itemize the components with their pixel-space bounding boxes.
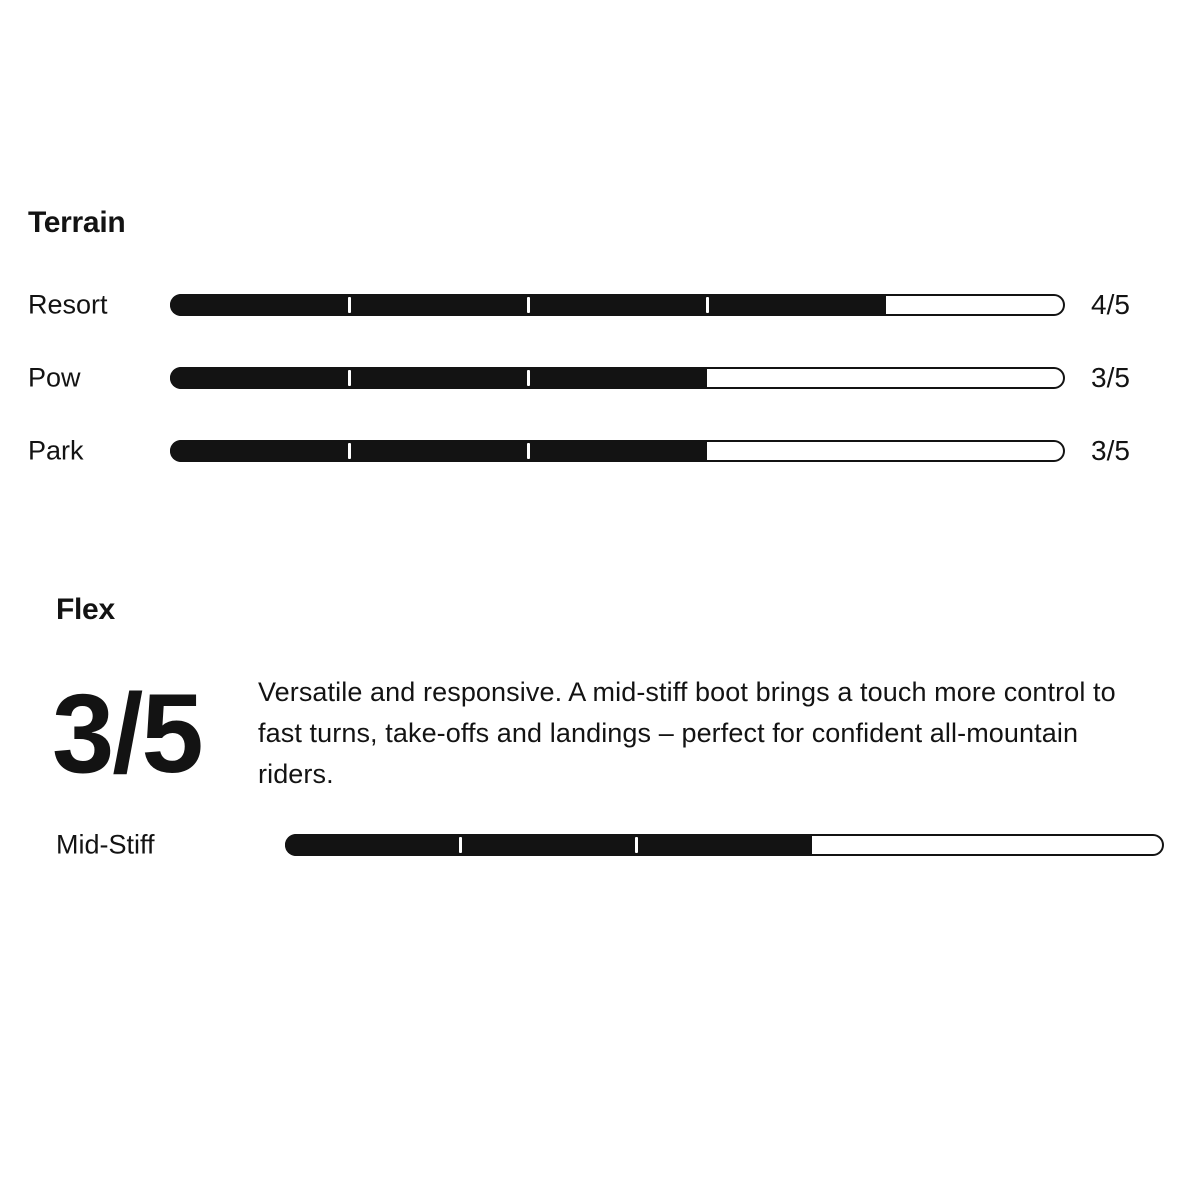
bar-segment-tick: [706, 297, 709, 313]
terrain-row-park: [0, 433, 1200, 469]
bar-segment-tick: [459, 837, 462, 853]
rating-bar: [170, 367, 1065, 389]
flex-score: 3/5: [52, 671, 202, 796]
terrain-row-label: Pow: [28, 362, 81, 393]
flex-description: Versatile and responsive. A mid-stiff boot brings a touch more control to fast turns, take-offs and landings – perfect for confident all-mountain riders.: [258, 677, 1116, 789]
rating-bar-fill: [285, 834, 812, 856]
rating-bar: [285, 834, 1164, 856]
rating-bar-fill: [170, 440, 707, 462]
terrain-row-rating: 3/5: [1091, 435, 1130, 466]
flex-row-label: Mid-Stiff: [56, 829, 155, 860]
bar-segment-tick: [348, 443, 351, 459]
bar-segment-tick: [348, 297, 351, 313]
terrain-row-pow: [0, 360, 1200, 396]
bar-segment-tick: [348, 370, 351, 386]
flex-heading: Flex: [56, 593, 115, 626]
terrain-row-label: Resort: [28, 289, 108, 320]
flex-row-mid-stiff: [0, 827, 1200, 863]
bar-segment-tick: [527, 370, 530, 386]
terrain-heading: Terrain: [28, 206, 126, 239]
terrain-row-rating: 3/5: [1091, 362, 1130, 393]
bar-segment-tick: [527, 297, 530, 313]
rating-bar: [170, 294, 1065, 316]
bar-segment-tick: [527, 443, 530, 459]
rating-bar: [170, 440, 1065, 462]
terrain-row-resort: [0, 287, 1200, 323]
terrain-row-label: Park: [28, 435, 84, 466]
bar-segment-tick: [635, 837, 638, 853]
rating-bar-fill: [170, 367, 707, 389]
terrain-row-rating: 4/5: [1091, 289, 1130, 320]
